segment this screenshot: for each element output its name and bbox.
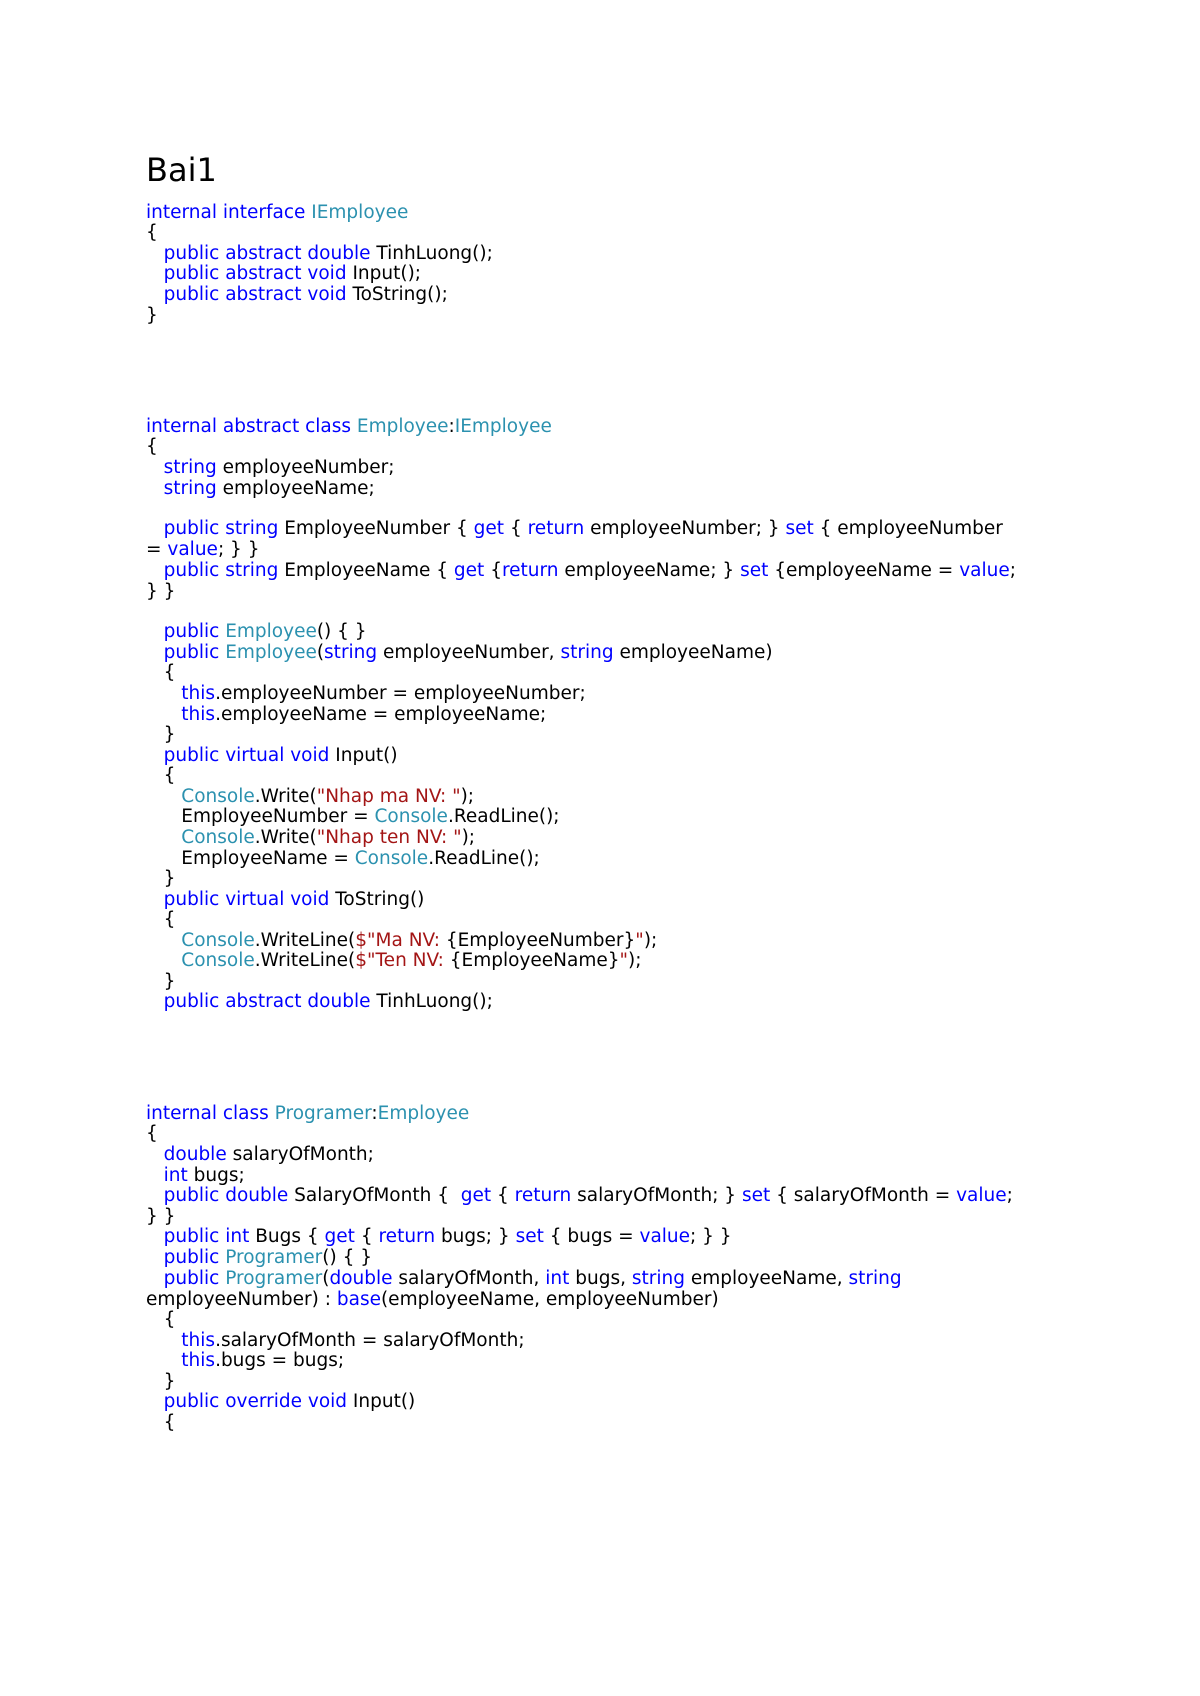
code-line xyxy=(146,1247,372,1269)
code-token: return xyxy=(378,1226,441,1247)
code-token xyxy=(146,704,181,725)
code-token: employeeName; xyxy=(222,478,375,499)
code-token: .employeeName = employeeName; xyxy=(215,704,547,725)
code-token: employeeName) xyxy=(619,642,773,663)
code-token: employeeNumber; } xyxy=(590,518,786,539)
code-token: } xyxy=(146,1371,176,1392)
code-token: public abstract double xyxy=(163,991,377,1012)
code-token xyxy=(146,1268,164,1289)
code-token: salaryOfMonth, xyxy=(398,1268,546,1289)
code-line xyxy=(146,1350,344,1372)
code-token: { xyxy=(146,1309,176,1330)
code-token: Console xyxy=(181,827,255,848)
code-token: {employeeName = xyxy=(768,560,960,581)
code-token: public xyxy=(163,642,226,663)
code-token: public string xyxy=(163,560,285,581)
code-token: {EmployeeName} xyxy=(449,950,620,971)
code-token: } } xyxy=(146,1206,176,1227)
code-line xyxy=(146,909,175,931)
code-line xyxy=(146,1309,175,1331)
code-token: public virtual void xyxy=(163,889,336,910)
code-token: Input() xyxy=(335,745,398,766)
code-token xyxy=(146,827,181,848)
code-token: get xyxy=(324,1226,355,1247)
code-token: double xyxy=(163,1144,233,1165)
code-token: $"Ten NV: xyxy=(355,950,450,971)
code-token: ; xyxy=(1006,1185,1013,1206)
code-line xyxy=(146,889,424,911)
code-token: public int xyxy=(163,1226,256,1247)
code-token: : xyxy=(371,1103,378,1124)
code-token: .ReadLine(); xyxy=(428,848,540,869)
code-line xyxy=(146,1165,245,1187)
code-token: int xyxy=(163,1165,194,1186)
code-token xyxy=(146,1185,164,1206)
code-token: public override void xyxy=(163,1391,353,1412)
code-token: ; } } xyxy=(217,539,260,560)
code-token: { xyxy=(146,222,158,243)
code-token: IEmployee xyxy=(311,202,409,223)
code-line xyxy=(146,1123,158,1145)
code-token: employeeNumber; xyxy=(222,457,395,478)
code-token xyxy=(146,1391,164,1412)
code-token: TinhLuong(); xyxy=(376,243,493,264)
code-token: Programer xyxy=(225,1268,323,1289)
code-token: ); xyxy=(460,786,475,807)
code-line xyxy=(146,1412,175,1434)
code-token: } } xyxy=(146,581,176,602)
code-line xyxy=(146,745,398,767)
code-token xyxy=(146,889,164,910)
code-line xyxy=(146,581,175,603)
code-token: ); xyxy=(461,827,476,848)
code-token: value xyxy=(956,1185,1007,1206)
code-token: Employee xyxy=(356,416,449,437)
code-token: public abstract void xyxy=(163,263,353,284)
code-token: ( xyxy=(316,642,325,663)
code-token: " xyxy=(635,930,644,951)
code-token xyxy=(146,284,164,305)
code-line xyxy=(146,683,586,705)
code-line xyxy=(146,991,493,1013)
code-token: () { } xyxy=(316,621,367,642)
code-token: int xyxy=(545,1268,576,1289)
code-token: this xyxy=(181,1350,216,1371)
code-token: { xyxy=(504,518,528,539)
code-token xyxy=(146,560,164,581)
code-line xyxy=(146,457,395,479)
code-token: = xyxy=(146,539,168,560)
code-token: public abstract double xyxy=(163,243,377,264)
code-token: ); xyxy=(628,950,642,971)
code-line xyxy=(146,724,175,746)
code-token: get xyxy=(453,560,485,581)
code-token: SalaryOfMonth { xyxy=(294,1185,461,1206)
code-line xyxy=(146,518,1003,540)
code-token: string xyxy=(163,478,223,499)
code-line xyxy=(146,848,540,870)
code-token: } xyxy=(146,305,158,326)
code-line xyxy=(146,416,552,438)
code-token: public xyxy=(163,1247,226,1268)
code-token: .Write( xyxy=(254,786,317,807)
code-token: get xyxy=(460,1185,492,1206)
code-token: employeeNumber, xyxy=(383,642,561,663)
code-token: EmployeeNumber = xyxy=(146,806,375,827)
code-token: public string xyxy=(163,518,285,539)
code-line xyxy=(146,1371,175,1393)
code-line xyxy=(146,806,560,828)
code-token: bugs; xyxy=(193,1165,245,1186)
code-token: Input(); xyxy=(352,263,422,284)
code-token: { xyxy=(491,1185,515,1206)
code-token: string xyxy=(631,1268,691,1289)
code-line xyxy=(146,284,448,306)
code-token xyxy=(146,263,164,284)
code-token: string xyxy=(163,457,223,478)
code-token xyxy=(146,1165,164,1186)
code-token: Console xyxy=(181,950,255,971)
code-line xyxy=(146,222,158,244)
code-token: Bugs { xyxy=(255,1226,325,1247)
code-token: bugs; } xyxy=(440,1226,516,1247)
code-token: } xyxy=(146,868,176,889)
code-token xyxy=(146,991,164,1012)
code-token: value xyxy=(639,1226,691,1247)
code-token: EmployeeName = xyxy=(146,848,355,869)
code-token: set xyxy=(740,560,769,581)
code-line xyxy=(146,478,375,500)
code-token: set xyxy=(741,1185,771,1206)
code-line xyxy=(146,305,158,327)
code-token xyxy=(146,1226,164,1247)
code-line xyxy=(146,621,367,643)
code-token: Employee xyxy=(225,642,317,663)
code-token: salaryOfMonth; xyxy=(232,1144,374,1165)
code-token: Employee xyxy=(225,621,317,642)
code-token: set xyxy=(785,518,814,539)
code-token: { xyxy=(354,1226,379,1247)
code-token: salaryOfMonth; } xyxy=(577,1185,742,1206)
code-token: { xyxy=(146,1123,158,1144)
code-token: { xyxy=(146,662,176,683)
code-token xyxy=(146,1350,181,1371)
code-token: { xyxy=(146,909,176,930)
code-token: { xyxy=(146,1412,176,1433)
code-line xyxy=(146,436,158,458)
code-line xyxy=(146,1289,719,1311)
code-token: public abstract void xyxy=(163,284,353,305)
code-token: string xyxy=(848,1268,902,1289)
code-token: employeeName; } xyxy=(564,560,741,581)
code-token: Console xyxy=(354,848,429,869)
code-token xyxy=(146,683,181,704)
code-token: employeeNumber) : xyxy=(146,1289,337,1310)
code-token: string xyxy=(324,642,384,663)
code-token: get xyxy=(473,518,505,539)
code-token: return xyxy=(527,518,591,539)
code-token: () { } xyxy=(322,1247,372,1268)
code-line xyxy=(146,1144,374,1166)
code-token: EmployeeName { xyxy=(284,560,454,581)
code-token xyxy=(146,457,164,478)
code-token xyxy=(146,518,164,539)
code-token: double xyxy=(329,1268,399,1289)
code-token: Input() xyxy=(352,1391,416,1412)
code-token: $"Ma NV: xyxy=(355,930,446,951)
code-token xyxy=(146,243,164,264)
code-token: ); xyxy=(643,930,658,951)
code-token: ; xyxy=(1009,560,1016,581)
code-line xyxy=(146,765,175,787)
code-line xyxy=(146,1185,1013,1207)
code-token: { salaryOfMonth = xyxy=(770,1185,957,1206)
code-line xyxy=(146,1103,469,1125)
code-line xyxy=(146,1391,415,1413)
code-token: { bugs = xyxy=(543,1226,640,1247)
code-token: internal class xyxy=(146,1103,275,1124)
code-token xyxy=(146,621,164,642)
code-token: ; } } xyxy=(690,1226,732,1247)
code-token xyxy=(146,1330,181,1351)
code-token: { employeeNumber xyxy=(813,518,1003,539)
code-token xyxy=(146,745,164,766)
code-token: public double xyxy=(163,1185,295,1206)
code-token: internal abstract class xyxy=(146,416,357,437)
code-token: value xyxy=(959,560,1010,581)
code-token: EmployeeNumber { xyxy=(284,518,474,539)
document-title: Bai1 xyxy=(146,151,217,189)
code-token: this xyxy=(181,1330,216,1351)
code-token: return xyxy=(514,1185,578,1206)
code-token: set xyxy=(515,1226,544,1247)
code-token xyxy=(146,930,181,951)
code-token xyxy=(146,1144,164,1165)
code-line xyxy=(146,243,493,265)
code-token: string xyxy=(560,642,620,663)
code-token: Console xyxy=(374,806,448,827)
code-line xyxy=(146,1268,902,1290)
code-line xyxy=(146,662,175,684)
code-token: } xyxy=(146,724,176,745)
code-token: bugs, xyxy=(575,1268,632,1289)
code-token: ToString(); xyxy=(352,284,448,305)
code-token: return xyxy=(501,560,565,581)
code-token: .ReadLine(); xyxy=(447,806,560,827)
code-token: : xyxy=(448,416,455,437)
code-token: .WriteLine( xyxy=(254,930,356,951)
code-line xyxy=(146,560,1016,582)
code-token xyxy=(146,478,164,499)
code-token: .salaryOfMonth = salaryOfMonth; xyxy=(215,1330,525,1351)
code-token: "Nhap ma NV: " xyxy=(316,786,461,807)
code-token: Programer xyxy=(225,1247,323,1268)
code-token xyxy=(146,642,164,663)
code-token xyxy=(146,1247,164,1268)
code-token: " xyxy=(619,950,629,971)
code-token: } xyxy=(146,971,176,992)
code-token: .Write( xyxy=(254,827,317,848)
code-token: IEmployee xyxy=(454,416,552,437)
code-token: ( xyxy=(322,1268,330,1289)
code-line xyxy=(146,950,642,972)
code-line xyxy=(146,868,175,890)
code-line xyxy=(146,1226,732,1248)
code-token: .employeeNumber = employeeNumber; xyxy=(215,683,586,704)
code-line xyxy=(146,1330,525,1352)
code-token: public xyxy=(163,1268,226,1289)
code-token: (employeeName, employeeNumber) xyxy=(380,1289,719,1310)
code-token: { xyxy=(484,560,502,581)
code-token: Employee xyxy=(377,1103,470,1124)
code-token: base xyxy=(336,1289,381,1310)
code-token: this xyxy=(181,683,216,704)
code-token: public virtual void xyxy=(163,745,336,766)
code-line xyxy=(146,263,421,285)
code-token: public xyxy=(163,621,226,642)
code-token: value xyxy=(167,539,218,560)
code-token: Programer xyxy=(274,1103,372,1124)
code-token: {EmployeeNumber} xyxy=(445,930,636,951)
code-token: ToString() xyxy=(335,889,425,910)
code-line xyxy=(146,971,175,993)
code-token: "Nhap ten NV: " xyxy=(316,827,462,848)
code-token: .bugs = bugs; xyxy=(215,1350,345,1371)
code-token: TinhLuong(); xyxy=(376,991,493,1012)
code-token: { xyxy=(146,436,158,457)
code-token: Console xyxy=(181,786,255,807)
code-line xyxy=(146,202,408,224)
code-token: .WriteLine( xyxy=(254,950,356,971)
code-token: this xyxy=(181,704,216,725)
code-line xyxy=(146,1206,175,1228)
code-line xyxy=(146,827,475,849)
code-line xyxy=(146,642,773,664)
code-token: { xyxy=(146,765,176,786)
code-token: internal interface xyxy=(146,202,312,223)
code-token: Console xyxy=(181,930,255,951)
code-line xyxy=(146,930,657,952)
code-line xyxy=(146,704,546,726)
code-line xyxy=(146,539,259,561)
code-token xyxy=(146,950,181,971)
code-token xyxy=(146,786,181,807)
code-token: employeeName, xyxy=(690,1268,849,1289)
code-line xyxy=(146,786,474,808)
